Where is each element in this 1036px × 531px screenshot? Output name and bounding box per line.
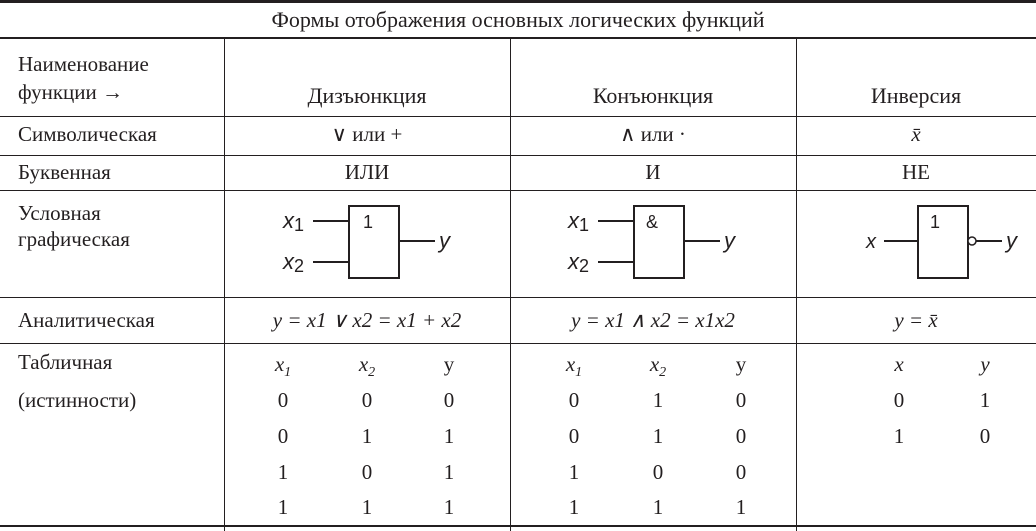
and-gate-output: y [724,228,735,253]
not-gate-inversion-bubble [968,237,976,245]
and-truth-cell: 1 [652,495,664,519]
or-gate-input-1: x1 [283,208,305,235]
or-truth-header-x2: $x_2$ [358,352,376,380]
and-truth-header-x2: $x_2$ [649,352,667,380]
not-truth-cell: 1 [979,388,991,412]
not-gate-output: y [1006,228,1017,253]
or-truth-cell: 1 [361,424,373,448]
and-truth-cell: 0 [735,388,747,412]
or-gate-symbol: 1 [363,212,374,232]
and-gate-input-2: x2 [568,249,590,276]
row-divider [0,155,1036,156]
or-truth-cell: 0 [361,388,373,412]
or-truth-cell: 0 [361,460,373,484]
row-divider [0,297,1036,298]
or-truth-cell: 0 [443,388,455,412]
and-truth-cell: 0 [735,460,747,484]
row-label-line2: функции → [18,80,123,104]
label-truth-line1: Табличная [18,350,113,374]
analytic-disjunction: y = x1 ∨ x2 = x1 + x2 [272,308,462,332]
and-truth-cell: 1 [568,460,580,484]
and-truth-header-x1: $x_1$ [565,352,583,380]
and-truth-cell: 1 [568,495,580,519]
or-gate-input-2: x2 [283,249,305,276]
not-truth-cell: 0 [979,424,991,448]
label-letter: Буквенная [18,160,111,184]
letter-inversion: НЕ [902,160,930,184]
symbolic-disjunction: ∨ или + [331,122,403,146]
and-gate-body [634,206,684,278]
table-title: Формы отображения основных логических функций [271,7,765,32]
or-gate-output: y [439,228,450,253]
column-divider [510,39,511,531]
label-truth-line2: (истинности) [18,388,137,412]
letter-conjunction: И [645,160,661,184]
and-truth-cell: 1 [735,495,747,519]
or-truth-cell: 1 [361,495,373,519]
row-label-line1: Наименование [18,52,149,76]
analytic-inversion: y = x̄ [894,308,938,332]
or-truth-cell: 0 [277,424,289,448]
and-gate-diagram [560,198,750,288]
header-disjunction: Дизъюнкция [307,83,427,108]
top-border [0,0,1036,3]
or-truth-cell: 1 [443,424,455,448]
row-divider [0,190,1036,191]
or-truth-cell: 0 [277,388,289,412]
not-truth-header-x: x [894,352,904,376]
and-truth-header-y: y [735,352,747,376]
and-gate-symbol: & [646,212,659,232]
and-truth-cell: 0 [568,424,580,448]
label-symbolic: Символическая [18,122,157,146]
not-gate-body [918,206,968,278]
and-truth-cell: 0 [735,424,747,448]
and-gate-input-1: x1 [568,208,590,235]
bottom-border [0,525,1036,527]
or-truth-cell: 1 [443,495,455,519]
and-truth-cell: 0 [568,388,580,412]
not-truth-header-y: y [980,352,990,376]
or-gate-body [349,206,399,278]
symbolic-inversion: x̄ [911,122,921,146]
row-divider [0,343,1036,344]
or-gate-diagram [275,198,465,288]
row-divider [0,116,1036,117]
label-graphic-line1: Условная [18,201,101,225]
not-truth-cell: 1 [893,424,905,448]
not-gate-input: x [866,231,876,253]
and-truth-cell: 0 [652,460,664,484]
or-truth-cell: 1 [277,495,289,519]
label-graphic-line2: графическая [18,227,130,251]
or-truth-cell: 1 [443,460,455,484]
title-divider [0,37,1036,39]
column-divider [796,39,797,531]
letter-disjunction: ИЛИ [344,160,390,184]
or-truth-header-x1: $x_1$ [274,352,292,380]
and-truth-cell: 1 [652,424,664,448]
not-gate-symbol: 1 [930,212,941,232]
column-divider [224,39,225,531]
label-analytic: Аналитическая [18,308,155,332]
not-gate-diagram [860,198,1030,288]
not-truth-cell: 0 [893,388,905,412]
header-inversion: Инверсия [870,83,962,108]
or-truth-header-y: y [443,352,455,376]
or-truth-cell: 1 [277,460,289,484]
header-conjunction: Конъюнкция [592,83,714,108]
and-truth-cell: 1 [652,388,664,412]
analytic-conjunction: y = x1 ∧ x2 = x1x2 [571,308,735,332]
symbolic-conjunction: ∧ или · [620,122,686,146]
